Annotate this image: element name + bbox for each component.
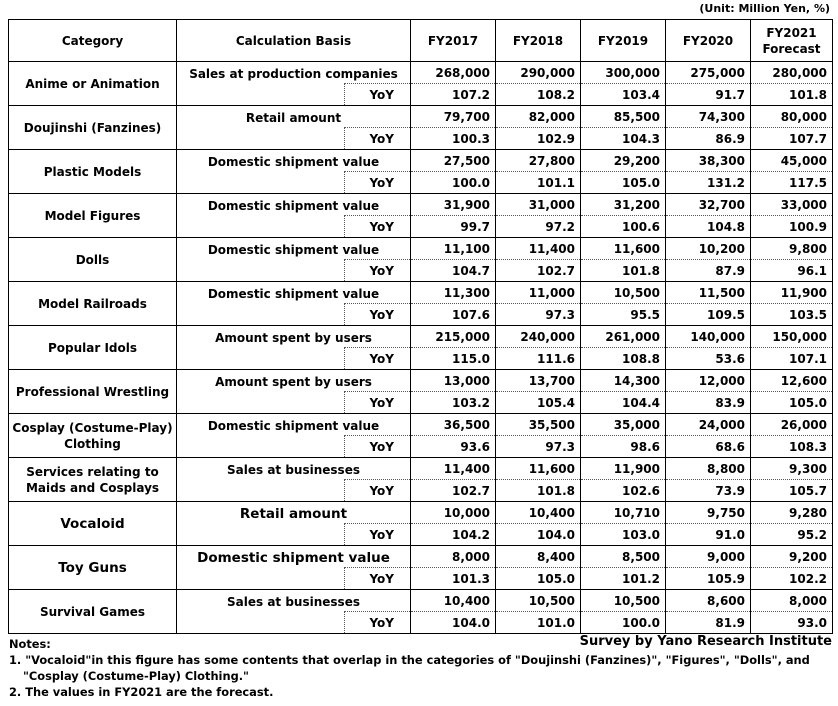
value-cell: 31,900 (411, 194, 496, 216)
basis-cell: Sales at businesses (177, 458, 411, 480)
yoy-cell: 107.6 (411, 304, 496, 326)
basis-spacer (177, 260, 345, 282)
yoy-cell: 101.8 (751, 84, 833, 106)
yoy-cell: 105.7 (751, 480, 833, 502)
basis-cell: Sales at production companies (177, 62, 411, 84)
basis-cell: Domestic shipment value (177, 282, 411, 304)
value-cell: 9,200 (751, 546, 833, 568)
value-cell: 10,500 (581, 282, 666, 304)
yoy-cell: 53.6 (666, 348, 751, 370)
value-cell: 85,500 (581, 106, 666, 128)
value-cell: 8,800 (666, 458, 751, 480)
header-forecast (751, 20, 833, 62)
basis-spacer (177, 172, 345, 194)
table-row (9, 546, 833, 568)
table-row (9, 414, 833, 436)
yoy-cell: 97.3 (496, 436, 581, 458)
value-cell: 27,500 (411, 150, 496, 172)
basis-spacer (177, 304, 345, 326)
yoy-cell: 100.0 (581, 612, 666, 634)
category-cell: Model Figures (9, 194, 177, 238)
yoy-cell: 101.2 (581, 568, 666, 590)
yoy-cell: 105.0 (496, 568, 581, 590)
value-cell: 9,000 (666, 546, 751, 568)
value-cell: 10,400 (411, 590, 496, 612)
yoy-cell: 100.6 (581, 216, 666, 238)
basis-cell: Sales at businesses (177, 590, 411, 612)
value-cell: 8,500 (581, 546, 666, 568)
yoy-cell: 107.7 (751, 128, 833, 150)
basis-spacer (177, 436, 345, 458)
value-cell: 9,750 (666, 502, 751, 524)
yoy-cell: 105.0 (751, 392, 833, 414)
basis-spacer (177, 524, 345, 546)
unit-label: (Unit: Million Yen, %) (699, 2, 830, 15)
table-row (9, 326, 833, 348)
yoy-cell: 108.3 (751, 436, 833, 458)
value-cell: 12,600 (751, 370, 833, 392)
value-cell: 11,500 (666, 282, 751, 304)
basis-spacer (177, 128, 345, 150)
header-year: FY2017 (411, 20, 496, 62)
value-cell: 9,800 (751, 238, 833, 260)
source-credit: Survey by Yano Research Institute (579, 634, 832, 649)
value-cell: 11,600 (581, 238, 666, 260)
basis-spacer (177, 392, 345, 414)
yoy-cell: 105.9 (666, 568, 751, 590)
yoy-cell: 101.1 (496, 172, 581, 194)
table-row (9, 238, 833, 260)
yoy-cell: 109.5 (666, 304, 751, 326)
category-cell: Professional Wrestling (9, 370, 177, 414)
note-1-cont: "Cosplay (Costume-Play) Clothing." (23, 669, 249, 683)
table-row (9, 106, 833, 128)
value-cell: 31,000 (496, 194, 581, 216)
category-cell: Dolls (9, 238, 177, 282)
category-cell: Services relating to Maids and Cosplays (9, 458, 177, 502)
basis-cell: Domestic shipment value (177, 194, 411, 216)
note-1: 1. "Vocaloid"in this figure has some contents that overlap in the categories of "Doujinshi (Fanzines)", "Figures", "Dolls", and (9, 653, 810, 667)
yoy-cell: 97.3 (496, 304, 581, 326)
yoy-cell: 102.9 (496, 128, 581, 150)
category-cell: Plastic Models (9, 150, 177, 194)
yoy-cell: 100.9 (751, 216, 833, 238)
value-cell: 79,700 (411, 106, 496, 128)
basis-cell: Retail amount (177, 502, 411, 524)
value-cell: 14,300 (581, 370, 666, 392)
yoy-cell: 111.6 (496, 348, 581, 370)
category-cell: Survival Games (9, 590, 177, 634)
yoy-cell: 105.0 (581, 172, 666, 194)
value-cell: 10,500 (581, 590, 666, 612)
yoy-label: YoY (345, 84, 411, 106)
value-cell: 35,500 (496, 414, 581, 436)
category-cell: Doujinshi (Fanzines) (9, 106, 177, 150)
basis-cell: Amount spent by users (177, 370, 411, 392)
value-cell: 36,500 (411, 414, 496, 436)
yoy-label: YoY (345, 216, 411, 238)
yoy-cell: 105.4 (496, 392, 581, 414)
header-year: FY2018 (496, 20, 581, 62)
yoy-label: YoY (345, 392, 411, 414)
yoy-label: YoY (345, 568, 411, 590)
market-size-table (8, 19, 833, 634)
value-cell: 11,600 (496, 458, 581, 480)
yoy-cell: 101.3 (411, 568, 496, 590)
basis-spacer (177, 568, 345, 590)
basis-cell: Amount spent by users (177, 326, 411, 348)
header-year: FY2019 (581, 20, 666, 62)
header-category: Category (9, 20, 177, 62)
table-row (9, 150, 833, 172)
basis-cell: Domestic shipment value (177, 414, 411, 436)
value-cell: 80,000 (751, 106, 833, 128)
value-cell: 11,900 (581, 458, 666, 480)
basis-spacer (177, 348, 345, 370)
table-row (9, 62, 833, 84)
header-year: FY2020 (666, 20, 751, 62)
yoy-cell: 73.9 (666, 480, 751, 502)
yoy-label: YoY (345, 524, 411, 546)
yoy-cell: 96.1 (751, 260, 833, 282)
yoy-cell: 97.2 (496, 216, 581, 238)
yoy-cell: 108.2 (496, 84, 581, 106)
value-cell: 29,200 (581, 150, 666, 172)
value-cell: 11,300 (411, 282, 496, 304)
value-cell: 82,000 (496, 106, 581, 128)
yoy-cell: 93.6 (411, 436, 496, 458)
value-cell: 13,700 (496, 370, 581, 392)
yoy-cell: 91.7 (666, 84, 751, 106)
basis-spacer (177, 612, 345, 634)
value-cell: 280,000 (751, 62, 833, 84)
header-forecast-year: FY2021 (766, 25, 817, 40)
basis-spacer (177, 216, 345, 238)
yoy-cell: 102.7 (496, 260, 581, 282)
basis-cell: Retail amount (177, 106, 411, 128)
yoy-cell: 117.5 (751, 172, 833, 194)
yoy-cell: 101.0 (496, 612, 581, 634)
yoy-cell: 98.6 (581, 436, 666, 458)
yoy-cell: 102.2 (751, 568, 833, 590)
table-row (9, 194, 833, 216)
yoy-cell: 104.8 (666, 216, 751, 238)
yoy-cell: 104.0 (496, 524, 581, 546)
header-basis: Calculation Basis (177, 20, 411, 62)
category-cell: Vocaloid (9, 502, 177, 546)
yoy-cell: 107.2 (411, 84, 496, 106)
yoy-cell: 103.5 (751, 304, 833, 326)
value-cell: 10,500 (496, 590, 581, 612)
value-cell: 11,400 (496, 238, 581, 260)
value-cell: 8,000 (411, 546, 496, 568)
yoy-cell: 81.9 (666, 612, 751, 634)
value-cell: 45,000 (751, 150, 833, 172)
value-cell: 261,000 (581, 326, 666, 348)
yoy-label: YoY (345, 612, 411, 634)
yoy-cell: 86.9 (666, 128, 751, 150)
value-cell: 290,000 (496, 62, 581, 84)
yoy-cell: 83.9 (666, 392, 751, 414)
table-row (9, 458, 833, 480)
yoy-cell: 102.6 (581, 480, 666, 502)
yoy-cell: 107.1 (751, 348, 833, 370)
yoy-cell: 104.2 (411, 524, 496, 546)
value-cell: 26,000 (751, 414, 833, 436)
yoy-cell: 104.3 (581, 128, 666, 150)
basis-spacer (177, 480, 345, 502)
yoy-cell: 99.7 (411, 216, 496, 238)
yoy-cell: 102.7 (411, 480, 496, 502)
value-cell: 27,800 (496, 150, 581, 172)
value-cell: 275,000 (666, 62, 751, 84)
value-cell: 74,300 (666, 106, 751, 128)
basis-cell: Domestic shipment value (177, 238, 411, 260)
value-cell: 12,000 (666, 370, 751, 392)
value-cell: 10,400 (496, 502, 581, 524)
value-cell: 33,000 (751, 194, 833, 216)
value-cell: 38,300 (666, 150, 751, 172)
header-forecast-label: Forecast (762, 41, 821, 56)
value-cell: 8,400 (496, 546, 581, 568)
yoy-cell: 103.4 (581, 84, 666, 106)
value-cell: 8,000 (751, 590, 833, 612)
yoy-cell: 91.0 (666, 524, 751, 546)
note-2: 2. The values in FY2021 are the forecast. (9, 685, 274, 699)
value-cell: 11,000 (496, 282, 581, 304)
yoy-label: YoY (345, 172, 411, 194)
yoy-cell: 95.2 (751, 524, 833, 546)
yoy-cell: 93.0 (751, 612, 833, 634)
value-cell: 11,400 (411, 458, 496, 480)
value-cell: 215,000 (411, 326, 496, 348)
yoy-label: YoY (345, 260, 411, 282)
value-cell: 35,000 (581, 414, 666, 436)
yoy-cell: 87.9 (666, 260, 751, 282)
yoy-label: YoY (345, 436, 411, 458)
yoy-cell: 104.0 (411, 612, 496, 634)
yoy-cell: 101.8 (496, 480, 581, 502)
yoy-cell: 103.2 (411, 392, 496, 414)
value-cell: 24,000 (666, 414, 751, 436)
value-cell: 140,000 (666, 326, 751, 348)
category-cell: Popular Idols (9, 326, 177, 370)
category-cell: Anime or Animation (9, 62, 177, 106)
yoy-label: YoY (345, 480, 411, 502)
value-cell: 31,200 (581, 194, 666, 216)
category-cell: Cosplay (Costume-Play) Clothing (9, 414, 177, 458)
value-cell: 10,710 (581, 502, 666, 524)
table-row (9, 282, 833, 304)
value-cell: 150,000 (751, 326, 833, 348)
basis-cell: Domestic shipment value (177, 546, 411, 568)
value-cell: 13,000 (411, 370, 496, 392)
basis-cell: Domestic shipment value (177, 150, 411, 172)
value-cell: 8,600 (666, 590, 751, 612)
value-cell: 10,200 (666, 238, 751, 260)
yoy-cell: 104.4 (581, 392, 666, 414)
category-cell: Toy Guns (9, 546, 177, 590)
table-row (9, 370, 833, 392)
yoy-cell: 131.2 (666, 172, 751, 194)
value-cell: 9,280 (751, 502, 833, 524)
yoy-cell: 104.7 (411, 260, 496, 282)
value-cell: 268,000 (411, 62, 496, 84)
yoy-cell: 100.0 (411, 172, 496, 194)
table-row (9, 590, 833, 612)
value-cell: 240,000 (496, 326, 581, 348)
value-cell: 10,000 (411, 502, 496, 524)
yoy-cell: 115.0 (411, 348, 496, 370)
value-cell: 300,000 (581, 62, 666, 84)
yoy-cell: 95.5 (581, 304, 666, 326)
header-row (9, 20, 833, 62)
notes-title: Notes: (9, 637, 51, 651)
yoy-cell: 101.8 (581, 260, 666, 282)
table-body (9, 62, 833, 634)
value-cell: 11,900 (751, 282, 833, 304)
yoy-cell: 108.8 (581, 348, 666, 370)
table-row (9, 502, 833, 524)
value-cell: 11,100 (411, 238, 496, 260)
yoy-label: YoY (345, 304, 411, 326)
yoy-cell: 103.0 (581, 524, 666, 546)
yoy-cell: 100.3 (411, 128, 496, 150)
yoy-cell: 68.6 (666, 436, 751, 458)
value-cell: 9,300 (751, 458, 833, 480)
category-cell: Model Railroads (9, 282, 177, 326)
basis-spacer (177, 84, 345, 106)
value-cell: 32,700 (666, 194, 751, 216)
yoy-label: YoY (345, 128, 411, 150)
yoy-label: YoY (345, 348, 411, 370)
